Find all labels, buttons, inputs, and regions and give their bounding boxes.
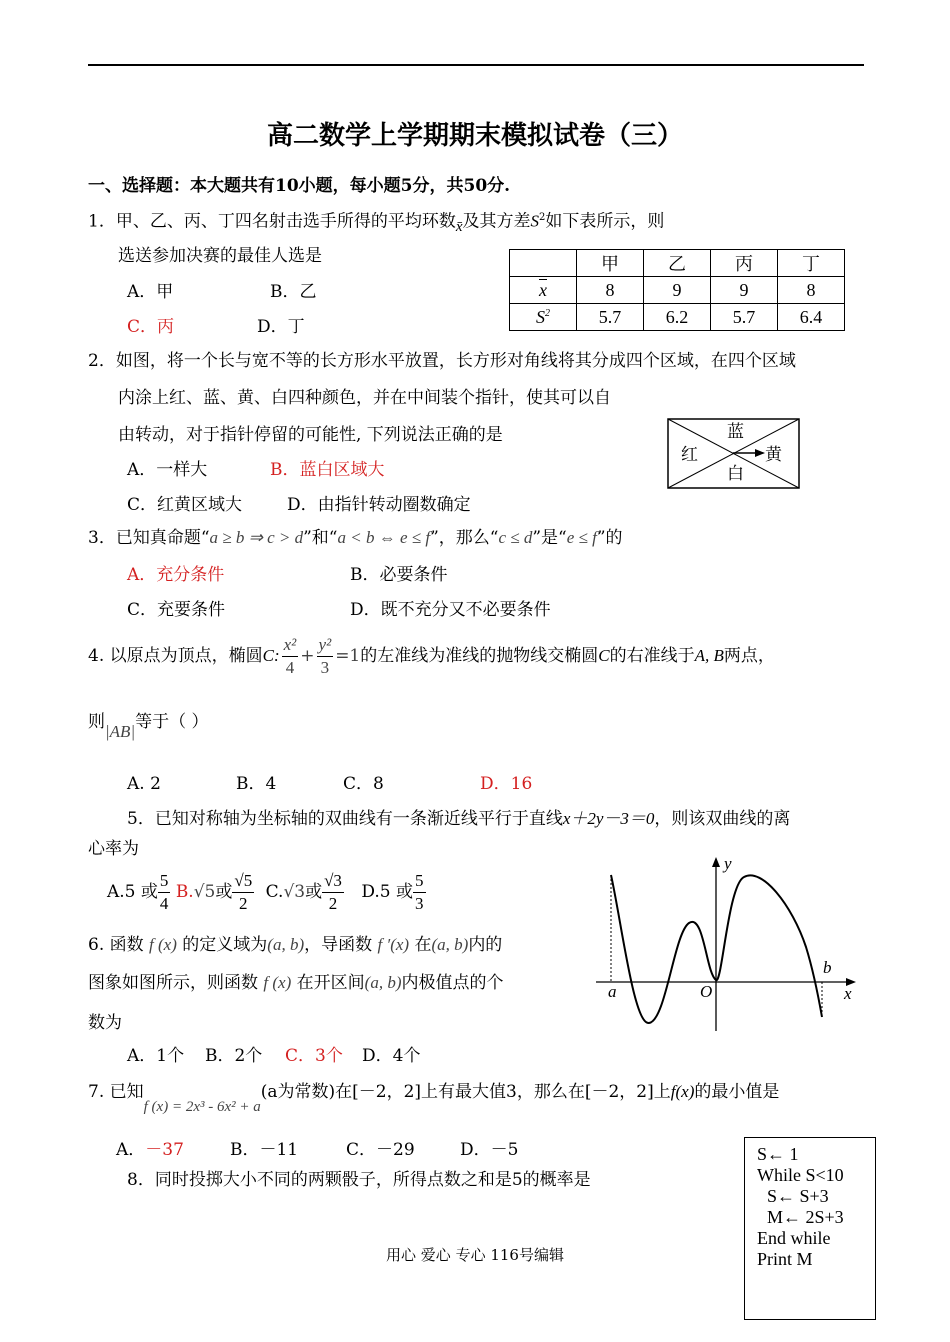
program-line: S← S+3: [767, 1186, 829, 1206]
q7-option-d: D．－5: [460, 1140, 519, 1160]
q2-line1: 2．如图，将一个长与宽不等的长方形水平放置，长方形对角线将其分成四个区域，在四个区域: [88, 351, 796, 371]
table-cell: 9: [711, 277, 778, 304]
page-footer: 用心 爱心 专心 116号编辑: [386, 1246, 564, 1264]
fig-label-bottom: 白: [727, 464, 744, 484]
program-line: S← 1: [757, 1144, 799, 1164]
program-line: While S<10: [757, 1165, 844, 1185]
fig-label-left: 红: [681, 445, 698, 465]
table-cell: 5.7: [711, 304, 778, 331]
q1-option-a: A．甲: [127, 282, 174, 302]
section-heading: 一、选择题：本大题共有10小题，每小题5分，共50分.: [88, 176, 511, 196]
q6-option-c: C．3个: [285, 1046, 343, 1066]
q6-line3: 数为: [88, 1013, 122, 1033]
graph-x-label: x: [844, 984, 852, 1003]
q2-option-c: C．红黄区域大: [127, 495, 243, 515]
q7-line1: 7. 已知f (x) = 2x³ - 6x² + a(a为常数)在[－2，2]上有最大值3，那么在[－2，2]上f(x)的最小值是: [88, 1082, 780, 1115]
q1-option-c: C．丙: [127, 317, 175, 337]
table-row: [510, 250, 845, 277]
q5-line1: 5．已知对称轴为坐标轴的双曲线有一条渐近线平行于直线x＋2y－3＝0，则该双曲线的离: [127, 809, 791, 829]
q4-option-d: D．16: [480, 774, 533, 794]
q6-option-d: D．4个: [362, 1046, 421, 1066]
table-cell: 乙: [644, 250, 711, 277]
graph-origin-label: O: [700, 982, 713, 1001]
q1-line2: 选送参加决赛的最佳人选是: [118, 246, 322, 266]
table-cell: 9: [644, 277, 711, 304]
q2-option-d: D．由指针转动圈数确定: [287, 495, 471, 515]
q7-option-a: A．－37: [116, 1140, 184, 1160]
q5-line2: 心率为: [88, 839, 139, 859]
q5-option-a: A.5 或 $\frac{5}{4}$: [107, 871, 169, 913]
table-cell: 丁: [778, 250, 845, 277]
graph-b-label: b: [823, 958, 832, 977]
program-box: [744, 1137, 876, 1320]
q6-line2: 图象如图所示，则函数 f (x) 在开区间(a, b)内极值点的个: [88, 973, 504, 993]
q1-option-d: D．丁: [257, 317, 305, 337]
q1-line1: 1．甲、乙、丙、丁四名射击选手所得的平均环数x̄及其方差$S^2$如下表所示，则: [88, 211, 665, 235]
q4-line1: 4. 以原点为顶点，椭圆C: $\frac{\text{x²}}{4}$ + $\frac{\text{y²}}{3}$ =1的左准线为准线的抛物线交椭圆C的右准线于A, B两点，: [88, 635, 775, 677]
fig-label-right: 黄: [765, 445, 782, 465]
q6-option-b: B．2个: [205, 1046, 263, 1066]
q1-option-b: B．乙: [270, 282, 317, 302]
q7-option-c: C．－29: [346, 1140, 415, 1160]
table-row-label: $\overline{x}$: [510, 277, 577, 304]
table-row: [510, 277, 845, 304]
page-title: 高二数学上学期期末模拟试卷（三）: [266, 121, 683, 151]
table-row-label: $S^2$: [510, 304, 577, 331]
graph-y-label: y: [724, 855, 732, 873]
table-cell: 6.4: [778, 304, 845, 331]
q2-option-a: A．一样大: [127, 460, 208, 480]
q4-line2: 则|AB|等于（ ）: [88, 712, 209, 741]
q3-option-c: C．充要条件: [127, 600, 226, 620]
q3-line1: 3．已知真命题“a ≥ b ⇒ c > d”和“a < b ⇔ e ≤ f”，那么“c ≤ d”是“e ≤ f”的: [88, 528, 623, 548]
fig-label-top: 蓝: [727, 422, 744, 442]
table-cell: 5.7: [577, 304, 644, 331]
q2-rectangle-figure: [667, 418, 800, 489]
q6-line1: 6. 函数 f (x) 的定义域为(a, b)，导函数 f ′(x) 在(a, b)内的: [88, 935, 503, 955]
program-line: End while: [757, 1228, 831, 1248]
q2-line2: 内涂上红、蓝、黄、白四种颜色，并在中间装个指针，使其可以自: [118, 388, 611, 408]
q2-option-b: B．蓝白区域大: [270, 460, 385, 480]
program-line: M← 2S+3: [767, 1207, 844, 1227]
q6-option-a: A．1个: [127, 1046, 185, 1066]
q4-option-a: A. 2: [127, 774, 161, 794]
q3-option-a: A．充分条件: [127, 565, 225, 585]
q2-line3: 由转动，对于指针停留的可能性, 下列说法正确的是: [118, 425, 503, 445]
table-cell: 甲: [577, 250, 644, 277]
table-cell: 6.2: [644, 304, 711, 331]
q4-option-c: C．8: [343, 774, 384, 794]
q1-stats-table: [509, 249, 845, 331]
q4-option-b: B．4: [236, 774, 277, 794]
table-row: [510, 304, 845, 331]
q8-line1: 8．同时投掷大小不同的两颗骰子，所得点数之和是5的概率是: [127, 1170, 591, 1190]
table-cell: 8: [577, 277, 644, 304]
program-line: Print M: [757, 1249, 813, 1269]
q3-option-d: D．既不充分又不必要条件: [350, 600, 551, 620]
table-cell: 丙: [711, 250, 778, 277]
q5-options: A.5 或 $\frac{5}{4}$ B.√5或 $\frac{√5}{2}$ C.√3或 $\frac{√3}{2}$ D.5 或 $\frac{5}{3}$: [107, 871, 424, 913]
graph-a-label: a: [608, 982, 617, 1001]
table-cell: 8: [778, 277, 845, 304]
q3-option-b: B．必要条件: [350, 565, 448, 585]
header-rule: [88, 64, 864, 66]
q7-option-b: B．－11: [230, 1140, 299, 1160]
q6-derivative-graph: [594, 855, 862, 1035]
